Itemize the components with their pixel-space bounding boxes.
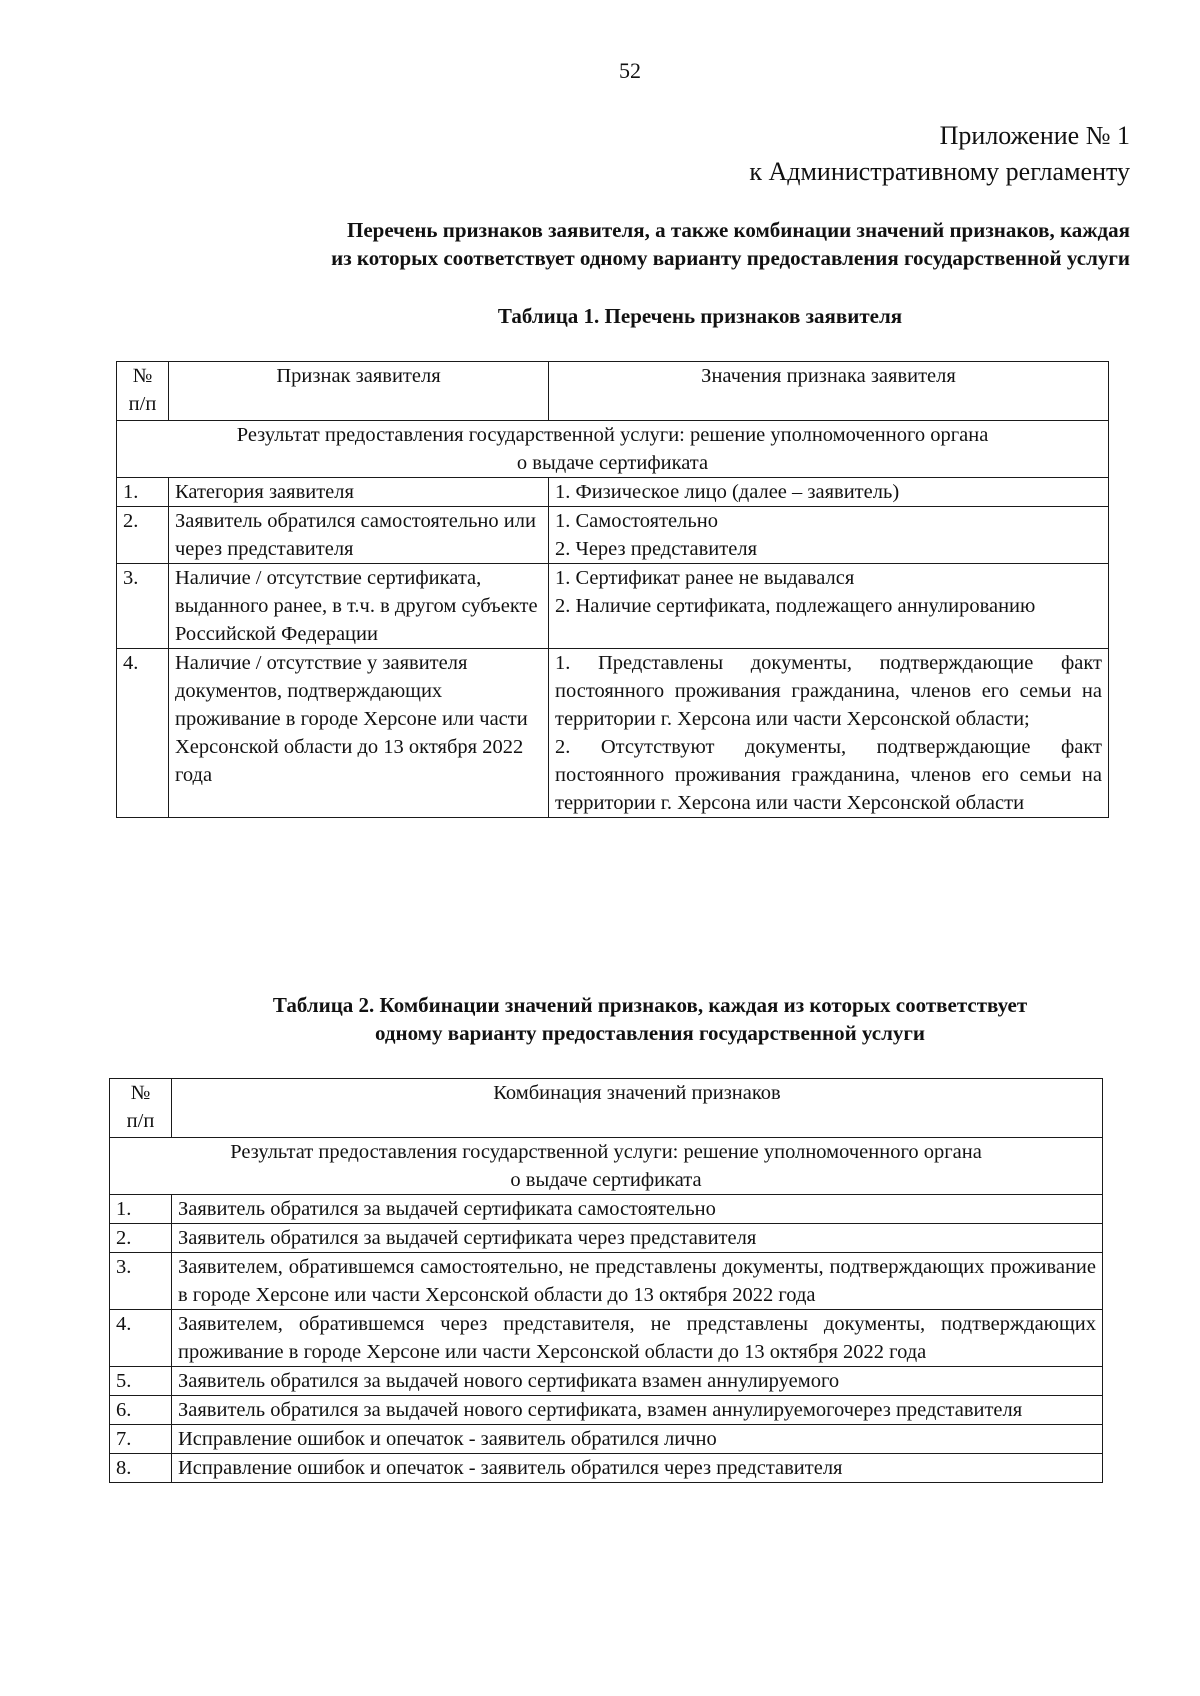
table-row (110, 1195, 1103, 1224)
table-row (110, 1253, 1103, 1310)
result-row (117, 421, 1109, 478)
document-title-line-2: из которых соответствует одному варианту предоставления государственной услуги (331, 246, 1130, 270)
attribute-cell: Наличие / отсутствие у заявителя документов, подтверждающих проживание в городе Херсоне или части Херсонской области до 13 октября 2022 года (169, 649, 549, 818)
row-number: 3. (117, 564, 169, 649)
document-title (150, 216, 1130, 272)
table-row (110, 1224, 1103, 1253)
attribute-cell: Наличие / отсутствие сертификата, выданного ранее, в т.ч. в другом субъекте Российской Федерации (169, 564, 549, 649)
row-number: 7. (110, 1425, 172, 1454)
header-values: Значения признака заявителя (549, 362, 1109, 421)
table-row (110, 1454, 1103, 1483)
combination-cell: Исправление ошибок и опечаток - заявитель обратился лично (172, 1425, 1103, 1454)
table-row (110, 1396, 1103, 1425)
table-row (117, 649, 1109, 818)
attribute-cell: Категория заявителя (169, 478, 549, 507)
combination-cell: Заявитель обратился за выдачей нового сертификата, взамен аннулируемогочерез представителя (172, 1396, 1103, 1425)
row-number: 1. (117, 478, 169, 507)
header-number: № п/п (110, 1079, 172, 1138)
appendix-line-2: к Административному регламенту (749, 157, 1130, 186)
header-combination: Комбинация значений признаков (172, 1079, 1103, 1138)
row-number: 4. (117, 649, 169, 818)
result-line-1: Результат предоставления государственной услуги: решение уполномоченного органа (236, 424, 989, 446)
table-row (110, 1425, 1103, 1454)
result-row (110, 1138, 1103, 1195)
combinations-table (109, 1078, 1103, 1483)
result-line-2: о выдаче сертификата (516, 452, 709, 474)
table-row (117, 507, 1109, 564)
values-cell: 1. Самостоятельно 2. Через представителя (549, 507, 1109, 564)
table-header-row (110, 1079, 1103, 1138)
table1-caption: Таблица 1. Перечень признаков заявителя (497, 304, 903, 328)
combination-cell: Заявитель обратился за выдачей нового сертификата взамен аннулируемого (172, 1367, 1103, 1396)
table2-caption-line-2: одному варианту предоставления государственной услуги (374, 1021, 926, 1045)
table2-caption (150, 991, 1150, 1047)
row-number: 1. (110, 1195, 172, 1224)
combination-cell: Исправление ошибок и опечаток - заявитель обратился через представителя (172, 1454, 1103, 1483)
table-row (117, 564, 1109, 649)
row-number: 4. (110, 1310, 172, 1367)
table2-caption-line-1: Таблица 2. Комбинации значений признаков, каждая из которых соответствует (272, 993, 1028, 1017)
combination-cell: Заявителем, обратившемся самостоятельно, не представлены документы, подтверждающих проживание в городе Херсоне или части Херсонской области до 13 октября 2022 года (172, 1253, 1103, 1310)
page-number: 52 (619, 58, 641, 83)
appendix-heading (749, 118, 1130, 190)
row-number: 3. (110, 1253, 172, 1310)
row-number: 2. (110, 1224, 172, 1253)
table-row (117, 478, 1109, 507)
row-number: 6. (110, 1396, 172, 1425)
header-attribute: Признак заявителя (169, 362, 549, 421)
row-number: 8. (110, 1454, 172, 1483)
combination-cell: Заявитель обратился за выдачей сертификата самостоятельно (172, 1195, 1103, 1224)
document-title-line-1: Перечень признаков заявителя, а также комбинации значений признаков, каждая (347, 218, 1130, 242)
combination-cell: Заявителем, обратившемся через представителя, не представлены документы, подтверждающих проживание в городе Херсоне или части Херсонской области до 13 октября 2022 года (172, 1310, 1103, 1367)
table-row (110, 1310, 1103, 1367)
table-row (110, 1367, 1103, 1396)
row-number: 5. (110, 1367, 172, 1396)
appendix-line-1: Приложение № 1 (939, 121, 1130, 150)
attribute-cell: Заявитель обратился самостоятельно или через представителя (169, 507, 549, 564)
values-cell: 1. Физическое лицо (далее – заявитель) (549, 478, 1109, 507)
attributes-table (116, 361, 1109, 818)
result-line-2: о выдаче сертификата (510, 1169, 702, 1191)
combination-cell: Заявитель обратился за выдачей сертификата через представителя (172, 1224, 1103, 1253)
result-line-1: Результат предоставления государственной услуги: решение уполномоченного органа (230, 1141, 982, 1163)
row-number: 2. (117, 507, 169, 564)
table-header-row (117, 362, 1109, 421)
values-cell: 1. Представлены документы, подтверждающие факт постоянного проживания гражданина, членов его семьи на территории г. Херсона или части Херсонской области; 2. Отсутствуют документы, подтверждающие факт постоянного проживания гражданина, членов его семьи на территории г. Херсона или части Херсонской области (549, 649, 1109, 818)
header-number: № п/п (117, 362, 169, 421)
values-cell: 1. Сертификат ранее не выдавался 2. Наличие сертификата, подлежащего аннулированию (549, 564, 1109, 649)
